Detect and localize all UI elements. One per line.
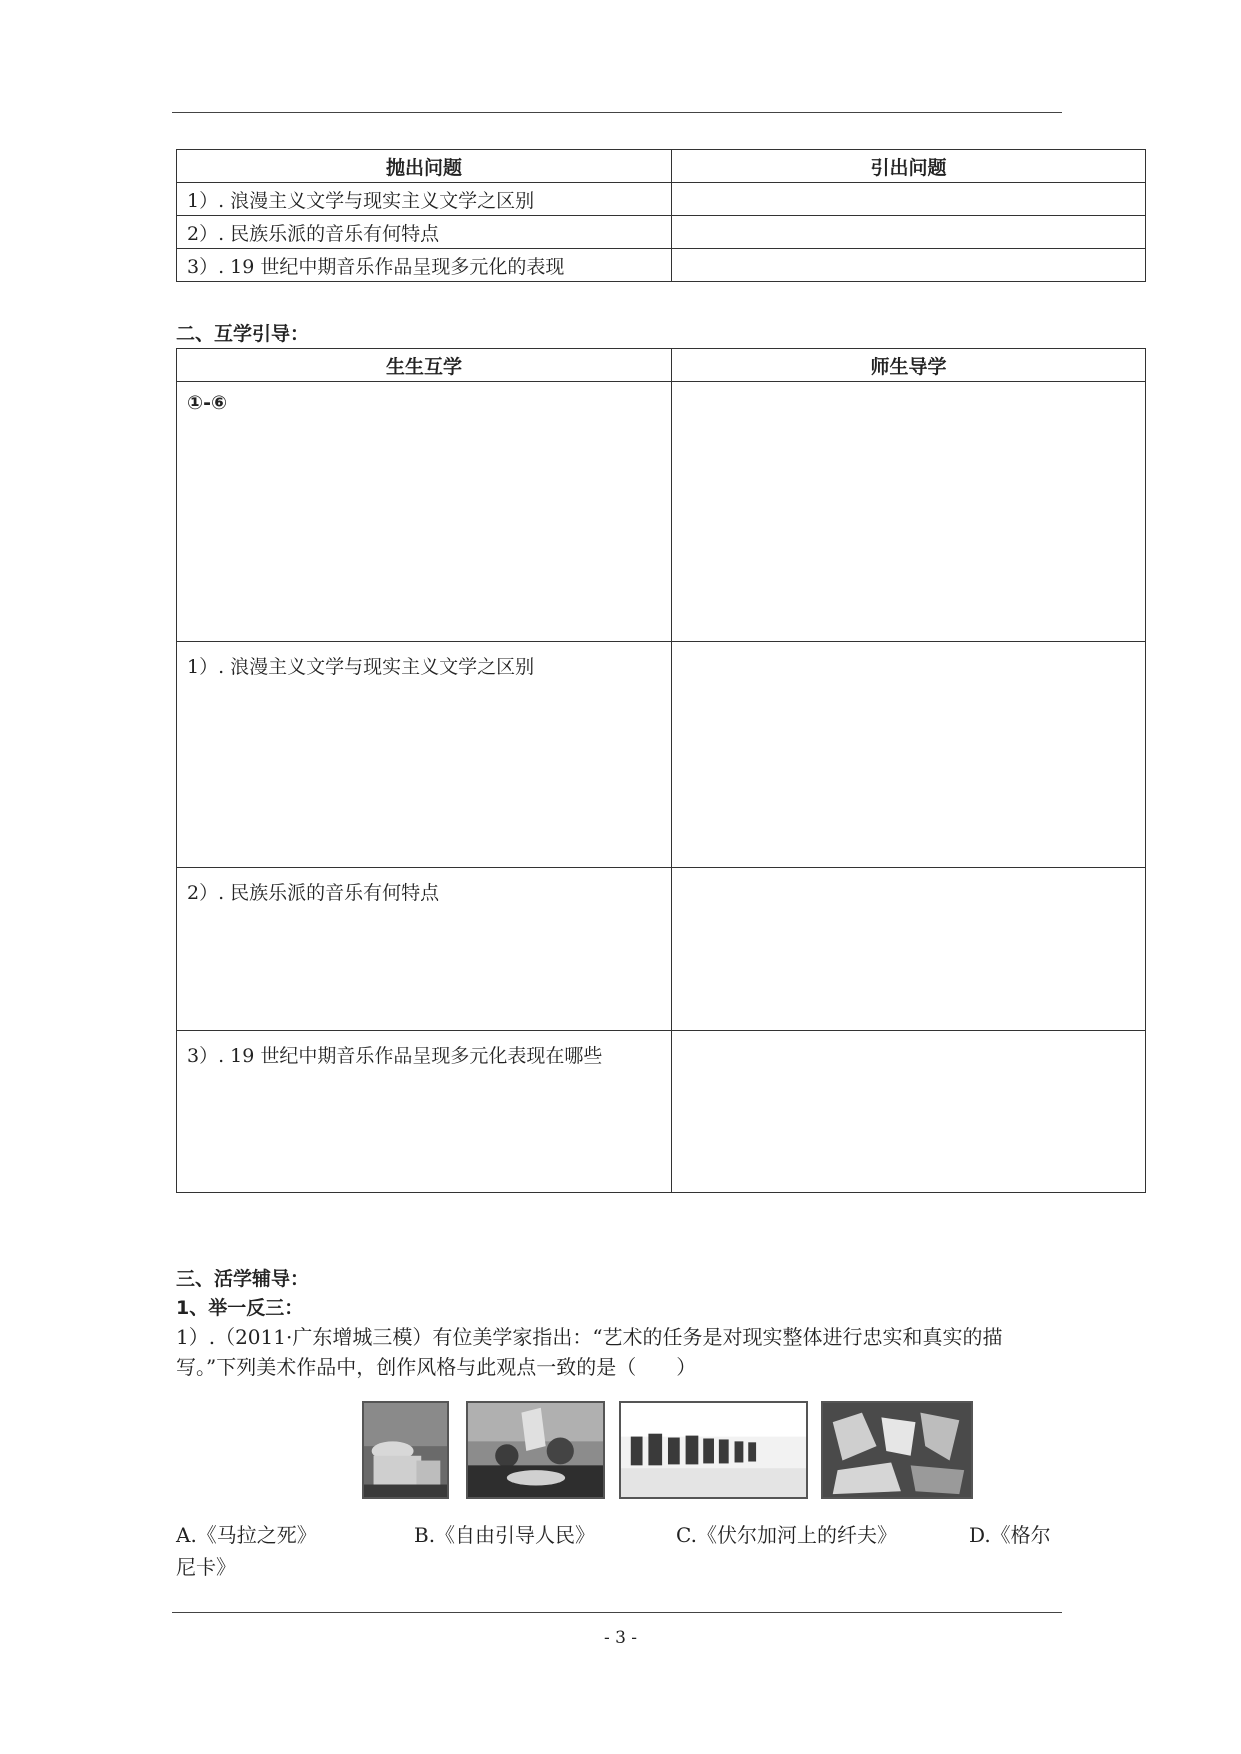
option-d-continuation: 尼卡》 xyxy=(176,1555,236,1579)
answer-cell[interactable] xyxy=(672,642,1146,868)
option-d[interactable]: D.《格尔 xyxy=(969,1523,1051,1547)
column-header-raised-questions: 抛出问题 xyxy=(177,150,672,183)
page-number: - 3 - xyxy=(603,1628,638,1648)
answer-cell[interactable] xyxy=(672,216,1146,249)
answer-cell[interactable] xyxy=(672,382,1146,642)
option-b[interactable]: B.《自由引导人民》 xyxy=(414,1523,596,1547)
column-header-derived-questions: 引出问题 xyxy=(672,150,1146,183)
answer-cell[interactable] xyxy=(672,183,1146,216)
table-cell-number-range: ①-⑥ xyxy=(177,382,672,642)
table-row xyxy=(177,382,1146,642)
painting-barge-haulers-on-the-volga-image xyxy=(619,1401,808,1499)
answer-cell[interactable] xyxy=(672,868,1146,1031)
table-cell: 2）. 民族乐派的音乐有何特点 xyxy=(177,216,672,249)
table-header-row xyxy=(177,150,1146,183)
column-header-peer-learning: 生生互学 xyxy=(177,349,672,382)
header-rule xyxy=(172,112,1062,113)
painting-guernica-image xyxy=(821,1401,973,1499)
table-cell: 3）. 19 世纪中期音乐作品呈现多元化表现在哪些 xyxy=(177,1031,672,1193)
option-c[interactable]: C.《伏尔加河上的纤夫》 xyxy=(676,1523,897,1547)
option-a[interactable]: A.《马拉之死》 xyxy=(176,1523,317,1547)
table-cell: 3）. 19 世纪中期音乐作品呈现多元化的表现 xyxy=(177,249,672,282)
table-row xyxy=(177,868,1146,1031)
subheading-examples: 1、举一反三： xyxy=(176,1297,304,1319)
table-row xyxy=(177,183,1146,216)
table-row xyxy=(177,1031,1146,1193)
table-row xyxy=(177,642,1146,868)
column-header-teacher-guidance: 师生导学 xyxy=(672,349,1146,382)
table-row xyxy=(177,216,1146,249)
answer-cell[interactable] xyxy=(672,1031,1146,1193)
table-cell: 1）. 浪漫主义文学与现实主义文学之区别 xyxy=(177,642,672,868)
section-heading-active-learning: 三、活学辅导： xyxy=(176,1268,310,1290)
questions-table xyxy=(176,149,1146,282)
question-text: 1）.（2011·广东增城三模）有位美学家指出：“艺术的任务是对现实整体进行忠实和真实的描写。”下列美术作品中，创作风格与此观点一致的是（ ） xyxy=(176,1325,1003,1379)
answer-cell[interactable] xyxy=(672,249,1146,282)
footer-rule xyxy=(172,1612,1062,1613)
table-cell: 2）. 民族乐派的音乐有何特点 xyxy=(177,868,672,1031)
mutual-learning-table xyxy=(176,348,1146,1193)
painting-liberty-leading-the-people-image xyxy=(466,1401,605,1499)
painting-death-of-marat-image xyxy=(362,1401,449,1499)
table-header-row xyxy=(177,349,1146,382)
table-cell: 1）. 浪漫主义文学与现实主义文学之区别 xyxy=(177,183,672,216)
section-heading-mutual-learning: 二、互学引导： xyxy=(176,323,310,345)
table-row xyxy=(177,249,1146,282)
